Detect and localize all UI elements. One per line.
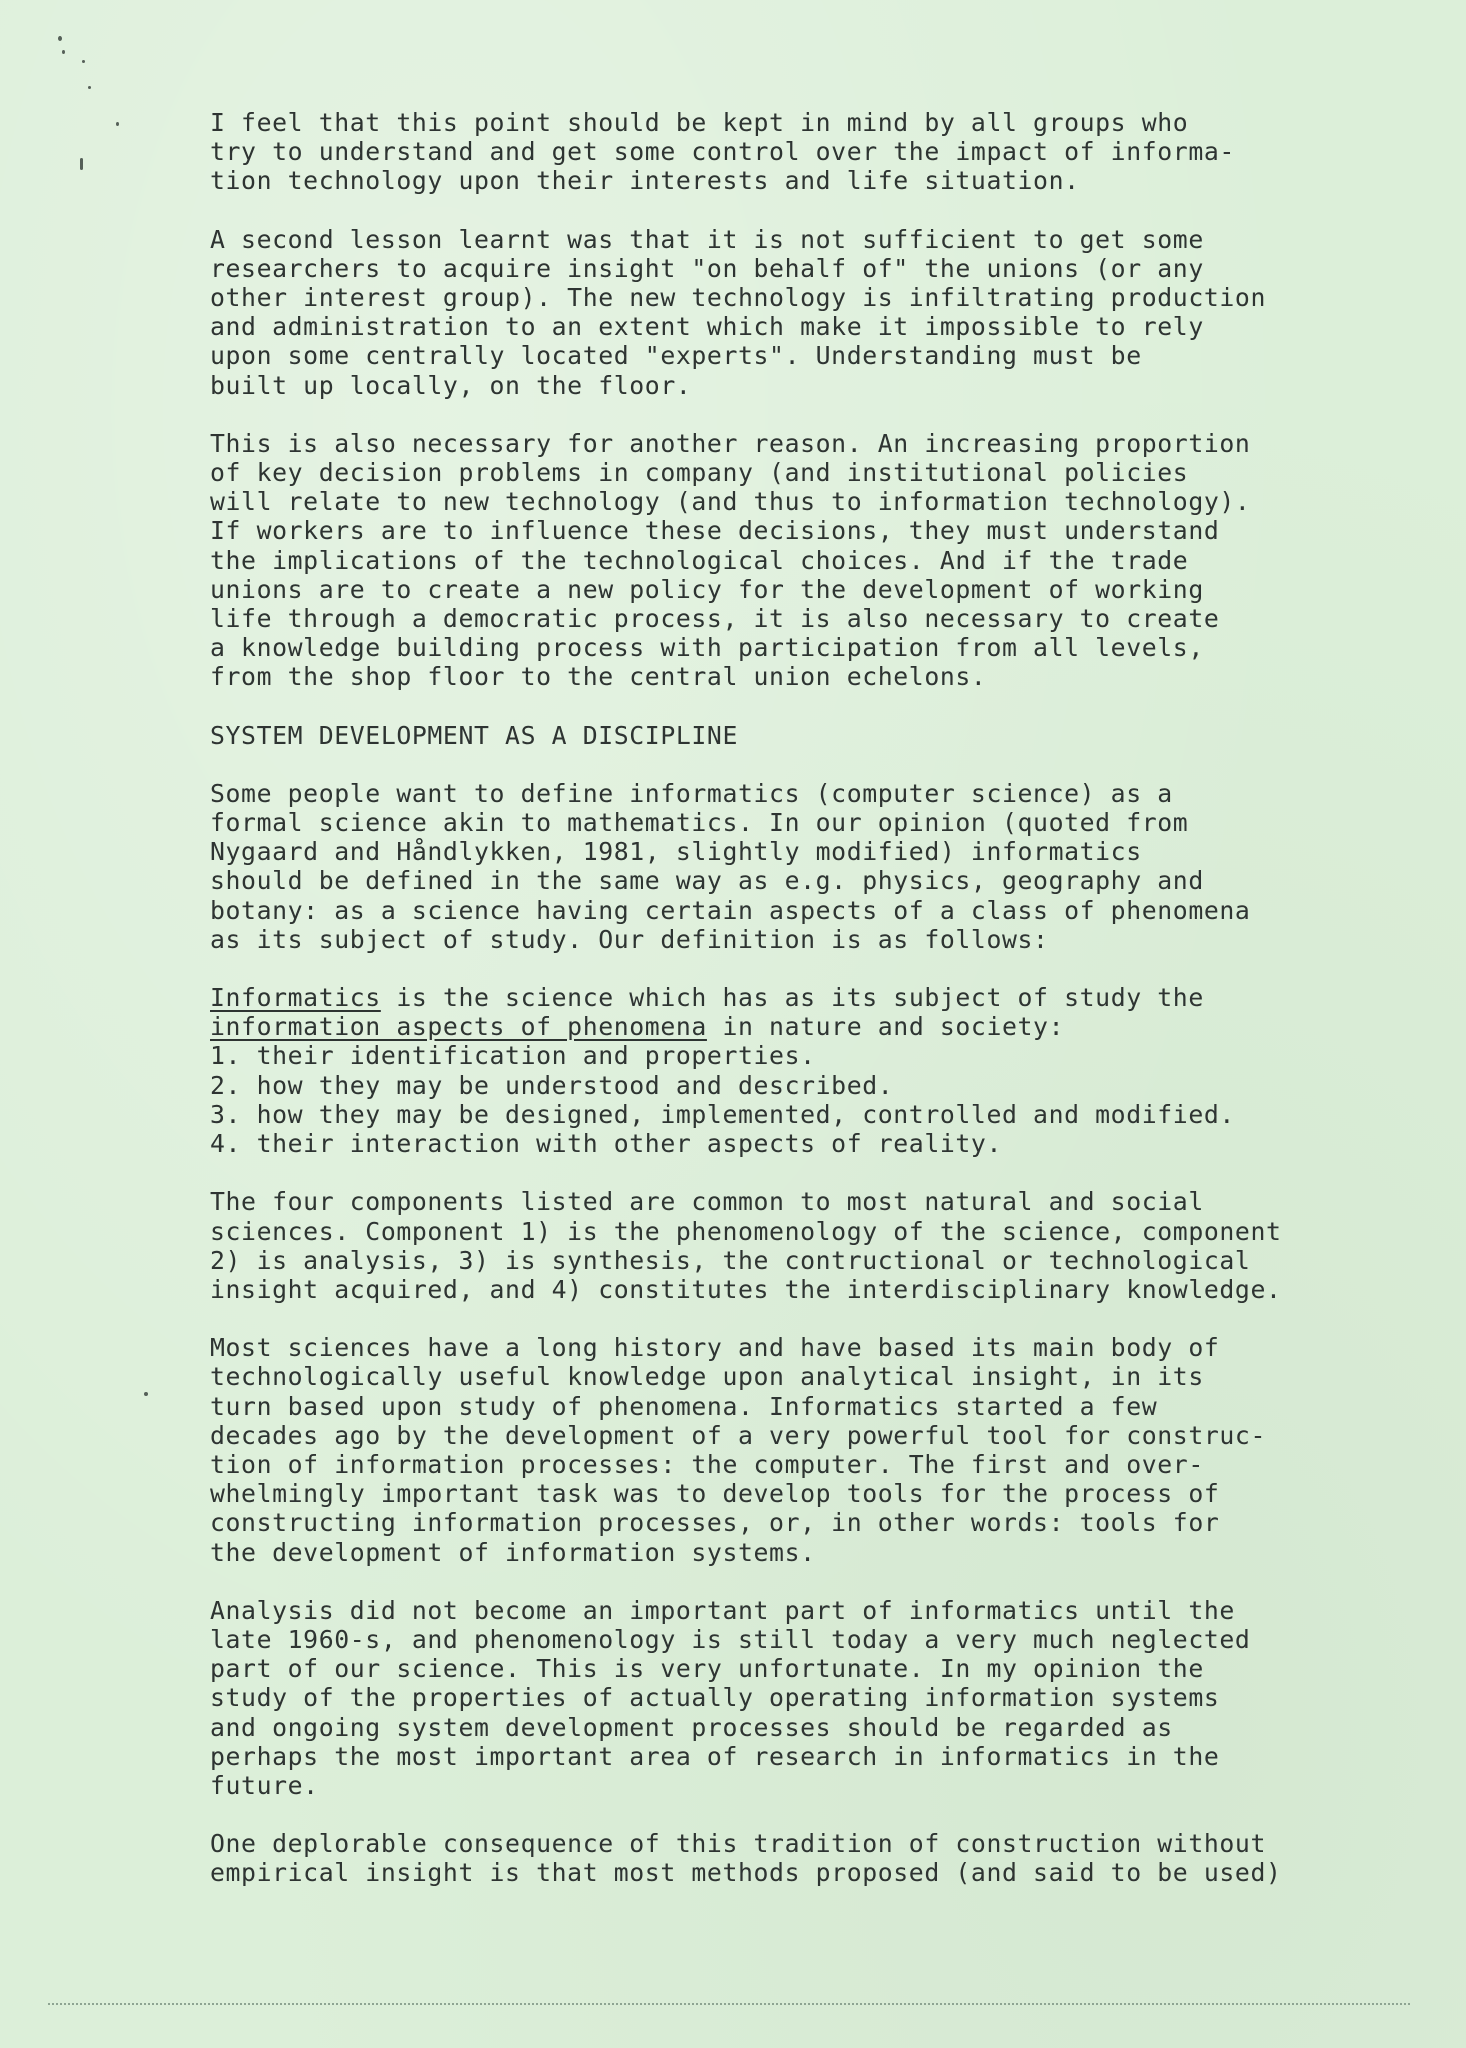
text-line: tion of information processes: the computer. The first and over- [210, 1449, 1204, 1479]
margin-mark [144, 1392, 148, 1396]
definition-intro-paragraph [210, 779, 1410, 954]
margin-mark [82, 60, 85, 63]
margin-mark [80, 158, 83, 170]
text-line: from the shop floor to the central union echelons. [210, 662, 987, 692]
body-paragraph [210, 429, 1410, 692]
text-line: upon some centrally located "experts". Understanding must be [210, 341, 1142, 371]
text-line: If workers are to influence these decisions, they must understand [210, 516, 1220, 546]
margin-mark [62, 50, 65, 54]
text-line: turn based upon study of phenomena. Informatics started a few [210, 1391, 1158, 1421]
definition-list-item: 3. how they may be designed, implemented, controlled and modified. [210, 1099, 1235, 1129]
bottom-edge-rule [48, 2003, 1410, 2005]
definition-list [210, 1041, 1410, 1158]
text-line: constructing information processes, or, in other words: tools for [210, 1508, 1220, 1538]
text-line: built up locally, on the floor. [210, 370, 692, 400]
text-line: the development of information systems. [210, 1537, 816, 1567]
text-line: Nygaard and Håndlykken, 1981, slightly modified) informatics [210, 837, 1142, 867]
text-line: unions are to create a new policy for the development of working [210, 574, 1204, 604]
bottom-paragraphs [210, 1187, 1410, 1887]
text-line: life through a democratic process, it is also necessary to create [210, 604, 1220, 634]
text-line: decades ago by the development of a very powerful tool for construc- [210, 1420, 1266, 1450]
text-line: formal science akin to mathematics. In our opinion (quoted from [210, 808, 1189, 838]
text-line: and administration to an extent which make it impossible to rely [210, 312, 1204, 342]
text-line: the implications of the technological choices. And if the trade [210, 545, 1189, 575]
text-line: as its subject of study. Our definition is as follows: [210, 924, 1049, 954]
text-line: whelmingly important task was to develop tools for the process of [210, 1479, 1220, 1509]
text-line: late 1960-s, and phenomenology is still today a very much neglected [210, 1624, 1251, 1654]
definition-list-item: 1. their identification and properties. [210, 1041, 816, 1071]
definition-line-2-text: in nature and society: [706, 1012, 1065, 1042]
definition-line-1-text: is the science which has as its subject of study the [380, 983, 1204, 1013]
margin-mark [116, 122, 119, 126]
body-paragraph [210, 1187, 1410, 1304]
text-line: and ongoing system development processes should be regarded as [210, 1712, 1173, 1742]
text-line: Analysis did not become an important part of informatics until the [210, 1595, 1235, 1625]
defined-term: Informatics [210, 983, 381, 1013]
body-paragraph [210, 1596, 1410, 1800]
text-line: tion technology upon their interests and life situation. [210, 166, 1080, 196]
body-paragraph [210, 1829, 1410, 1887]
definition-line-1 [210, 983, 1410, 1012]
text-line: This is also necessary for another reason. An increasing proportion [210, 428, 1251, 458]
text-line: The four components listed are common to most natural and social [210, 1187, 1204, 1217]
section-heading: SYSTEM DEVELOPMENT AS A DISCIPLINE [210, 720, 738, 750]
text-line: botany: as a science having certain aspects of a class of phenomena [210, 895, 1251, 925]
body-paragraph [210, 108, 1410, 196]
definition-statement [210, 983, 1410, 1041]
text-line: will relate to new technology (and thus to information technology). [210, 487, 1251, 517]
text-line: researchers to acquire insight "on behalf of" the unions (or any [210, 253, 1204, 283]
text-line: part of our science. This is very unfortunate. In my opinion the [210, 1654, 1204, 1684]
text-line: perhaps the most important area of research in informatics in the [210, 1741, 1220, 1771]
text-line: other interest group). The new technology is infiltrating production [210, 283, 1266, 313]
text-line: sciences. Component 1) is the phenomenology of the science, component [210, 1216, 1282, 1246]
text-line: study of the properties of actually operating information systems [210, 1683, 1220, 1713]
text-line: future. [210, 1770, 319, 1800]
text-line: 2) is analysis, 3) is synthesis, the contructional or technological [210, 1245, 1251, 1275]
text-line: of key decision problems in company (and institutional policies [210, 458, 1189, 488]
margin-mark [58, 36, 62, 41]
text-line: Some people want to define informatics (computer science) as a [210, 778, 1173, 808]
definition-line-2 [210, 1012, 1410, 1041]
definition-list-item: 4. their interaction with other aspects of reality. [210, 1129, 1002, 1159]
text-line: empirical insight is that most methods proposed (and said to be used) [210, 1858, 1282, 1888]
text-line: One deplorable consequence of this tradition of construction without [210, 1829, 1266, 1859]
body-paragraph [210, 225, 1410, 400]
text-line: should be defined in the same way as e.g. physics, geography and [210, 866, 1204, 896]
text-line: a knowledge building process with participation from all levels, [210, 633, 1204, 663]
top-paragraphs [210, 108, 1410, 692]
definition-list-item: 2. how they may be understood and described. [210, 1070, 894, 1100]
text-line: A second lesson learnt was that it is not sufficient to get some [210, 224, 1204, 254]
text-line: insight acquired, and 4) constitutes the interdisciplinary knowledge. [210, 1274, 1282, 1304]
margin-mark [88, 86, 91, 89]
text-line: technologically useful knowledge upon analytical insight, in its [210, 1362, 1204, 1392]
text-line: I feel that this point should be kept in mind by all groups who [210, 108, 1189, 137]
document-body [210, 108, 1410, 1917]
text-line: try to understand and get some control over the impact of informa- [210, 137, 1235, 167]
body-paragraph [210, 1333, 1410, 1567]
defined-term-2: information aspects of phenomena [210, 1012, 707, 1042]
text-line: Most sciences have a long history and have based its main body of [210, 1333, 1220, 1363]
